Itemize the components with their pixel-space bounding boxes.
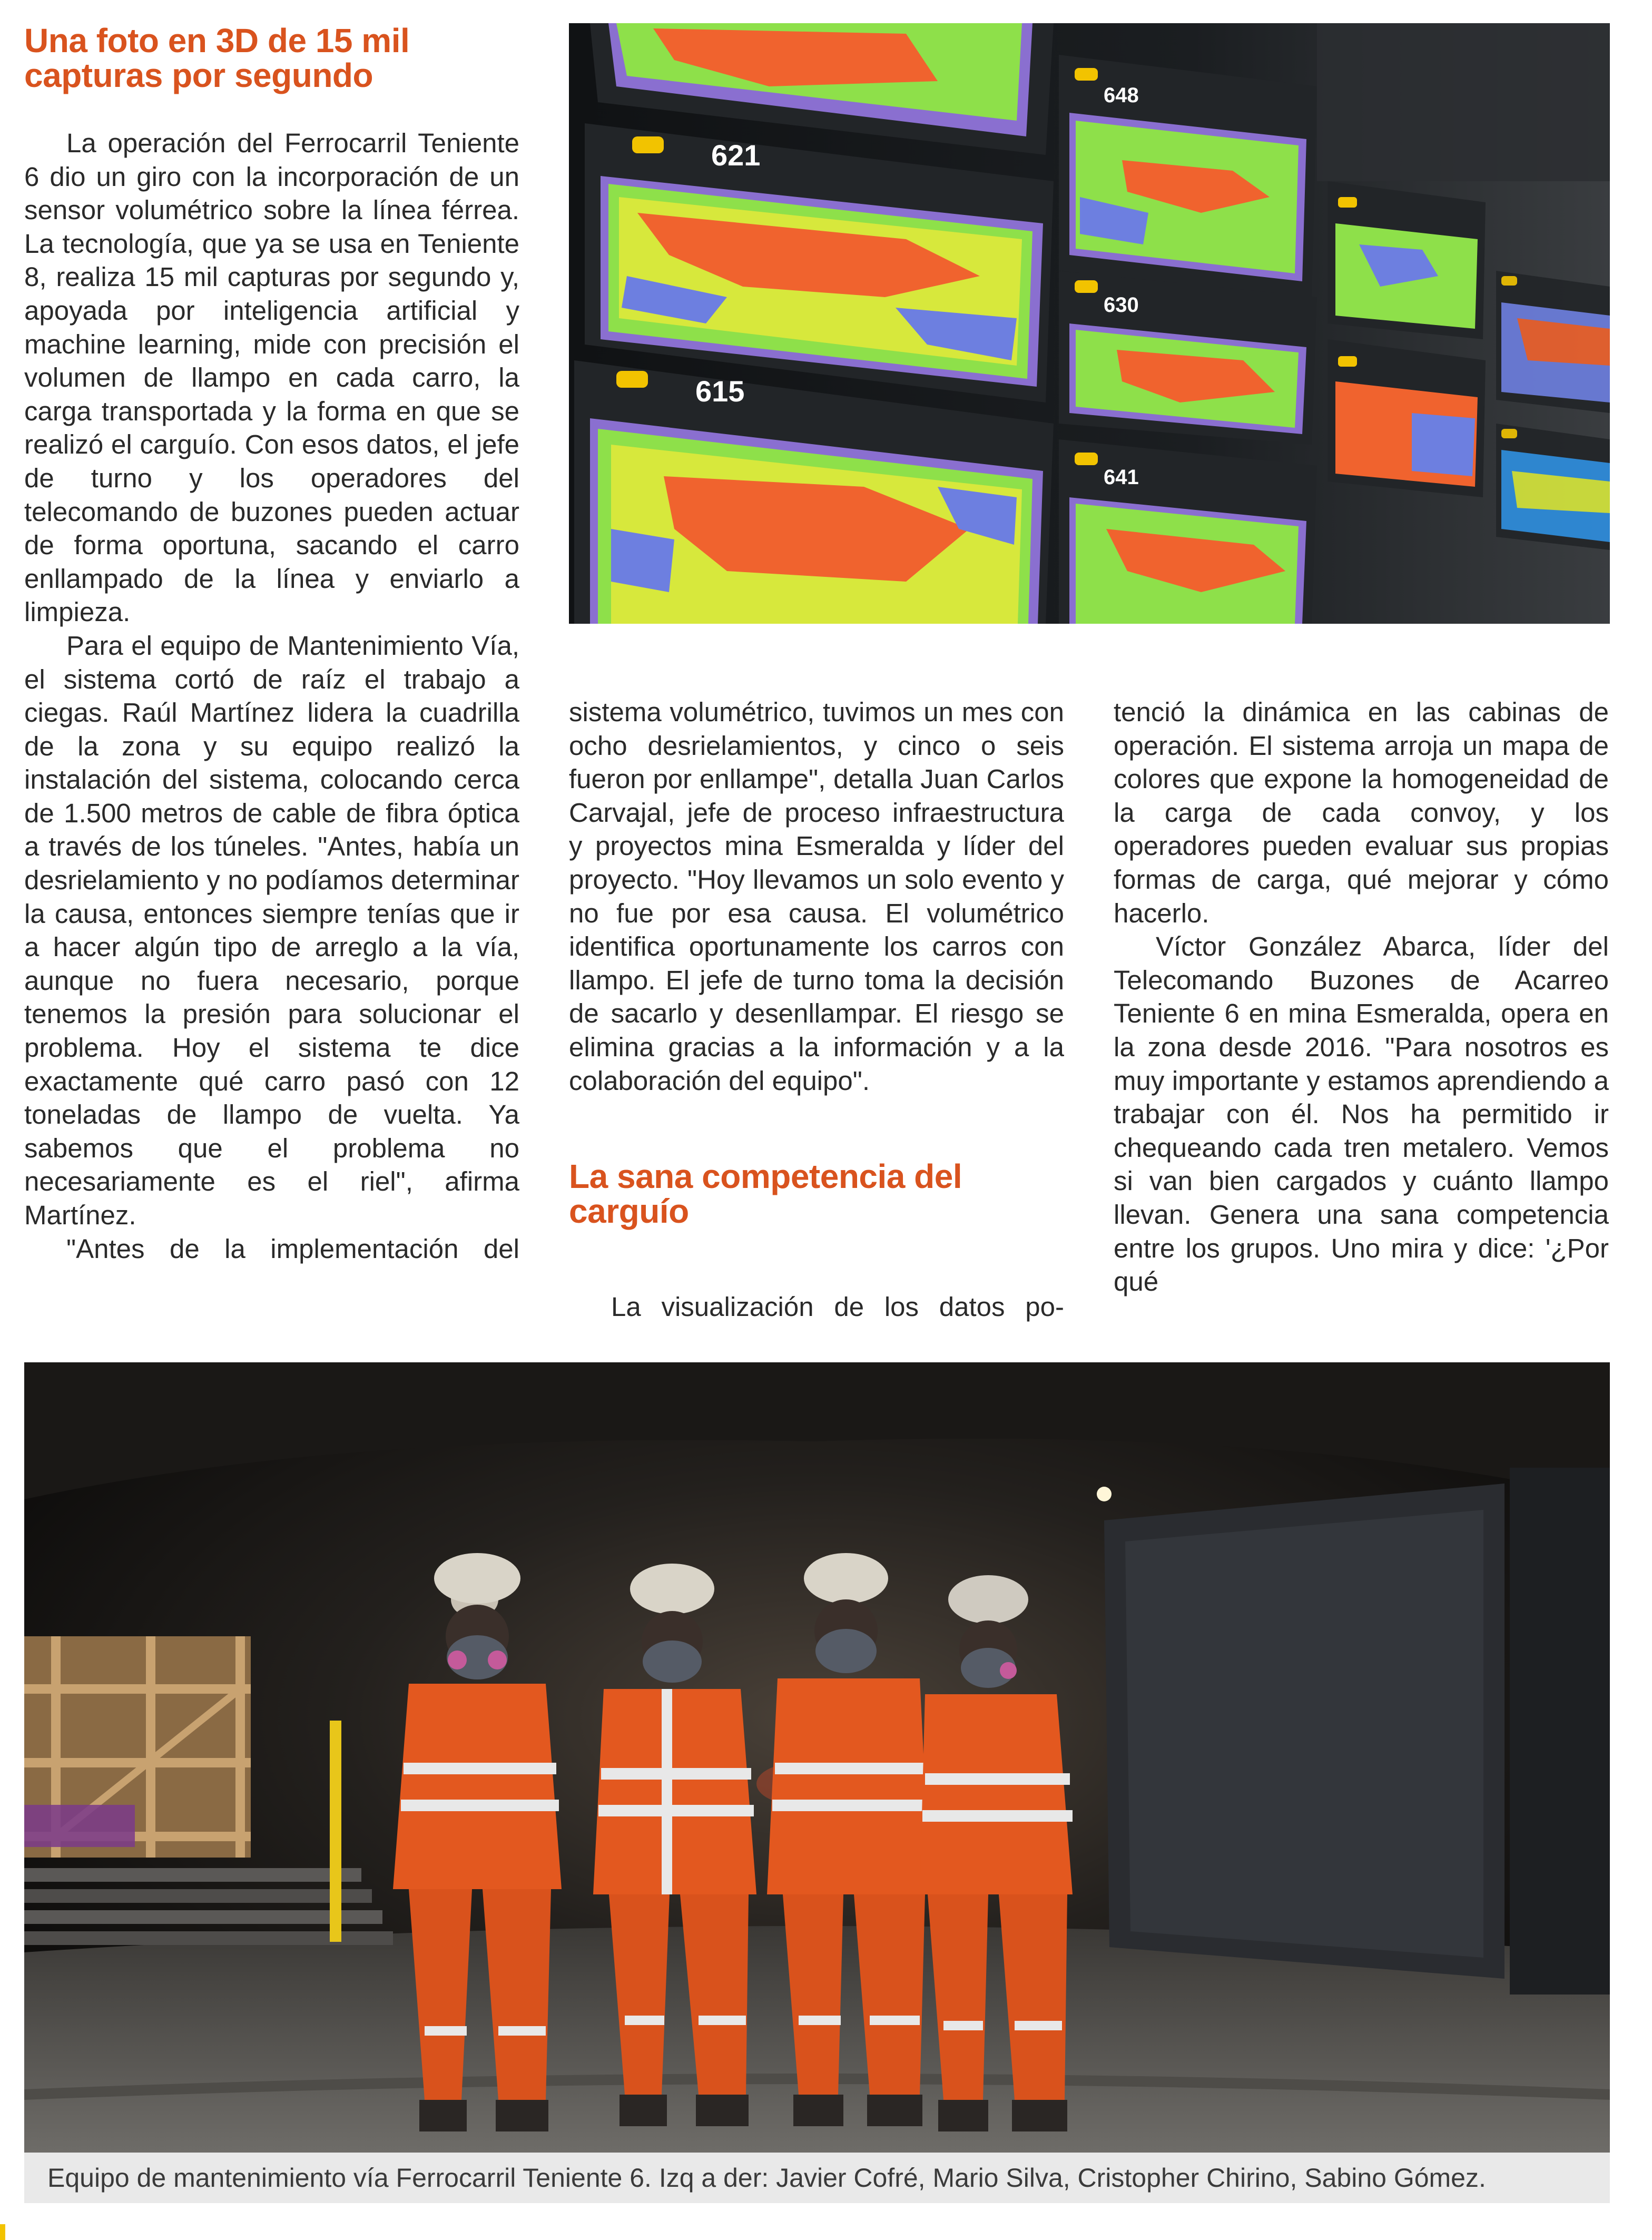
photo-volumetric-dashboard: [569, 23, 1610, 624]
wooden-crate: [24, 1636, 251, 1858]
train-label-630: 630: [1104, 293, 1139, 317]
paragraph-color-map: tenció la dinámica en las cabinas de operación. El sistema arroja un mapa de colores que expone la homogeneidad de la carga de cada convoy, y los operadores pueden evaluar sus propias formas de carga, qué mejorar y cómo hacerlo.: [1114, 697, 1609, 928]
dashboard-illustration: [569, 23, 1610, 624]
headline-healthy-competition: La sana competencia del carguío: [569, 1157, 962, 1230]
paragraph-data-visualization: La visualización de los datos po-: [611, 1292, 1064, 1322]
tunnel-light: [1097, 1487, 1112, 1501]
yellow-post: [330, 1721, 341, 1942]
train-icon-630: [1075, 280, 1098, 293]
page-corner-marker: [0, 2224, 5, 2240]
paragraph-derailments: sistema volumétrico, tuvimos un mes con ocho desrielamientos, y cinco o seis fueron por enllampe", detalla Juan Carlos Carvajal, jefe de proceso infraestructura y proyectos mina Esmeralda y líder del proyecto. "Hoy llevamos un solo evento y no fue por esa causa. El volumétrico identifica oportunamente los carros con llampo. El jefe de turno toma la decisión de sacarlo y desenllampar. El riesgo se elimina gracias a la información y a la colaboración del equipo".: [569, 697, 1064, 1096]
train-icon-621: [632, 136, 664, 153]
paragraph-maintenance: Para el equipo de Mantenimiento Vía, el sistema cortó de raíz el trabajo a ciegas. Raúl Martínez lidera la cuadrilla de la zona y su equipo realizó la instalación del sistema, colocando cerca de 1.500 metros de cable de fibra óptica a través de los túneles. "Antes, había un desrielamiento y no podíamos determinar la causa, entonces siempre tenías que ir a hacer algún tipo de arreglo a la vía, aunque no fuera necesario, porque tenemos la presión para solucionar el problema. Hoy el sistema te dice exactamente qué carro pasó con 12 toneladas de llampo de vuelta. Ya sabemos que el problema no necesariamente es el riel", afirma Martínez.: [24, 630, 519, 1230]
headline-3d-capture: Una foto en 3D de 15 mil capturas por segundo: [24, 22, 410, 94]
train-icon-col4-b: [1501, 429, 1517, 438]
train-icon-641: [1075, 453, 1098, 465]
article-column-right: [1114, 695, 1609, 1299]
train-icon-col3-b: [1338, 356, 1357, 367]
train-label-621: 621: [711, 139, 761, 172]
screen-641: [1059, 439, 1317, 624]
paragraph-victor-gonzalez: Víctor González Abarca, líder del Telecomando Buzones de Acarreo Teniente 6 en mina Esmeralda, opera en la zona desde 2016. "Para nosotros es muy importante y estamos aprendiendo a trabajar con él. Nos ha permitido ir chequeando cada tren metalero. Vemos si van bien cargados y cuánto llampo llevan. Genera una sana competencia entre los grupos. Uno mira y dice: '¿Por qué: [1114, 931, 1609, 1297]
photo-caption-bar: [24, 2153, 1610, 2203]
screen-648: [1059, 55, 1317, 297]
paragraph-before-implementation: "Antes de la implementación del: [66, 1233, 519, 1264]
train-label-648: 648: [1104, 84, 1139, 107]
dashboard-top-bar: [1317, 23, 1610, 181]
article-column-middle: [569, 695, 1064, 1097]
train-icon-col4-a: [1501, 276, 1517, 286]
train-icon-648: [1075, 68, 1098, 81]
train-icon-col3-a: [1338, 197, 1357, 208]
paragraph-sensor-intro: La operación del Ferrocarril Teniente 6 dio un giro con la incorporación de un sensor volumétrico sobre la línea férrea. La tecnología, que ya se usa en Teniente 8, realiza 15 mil capturas por segundo y, apoyada por inteligencia artificial y machine learning, mide con precisión el volumen de llampo en cada carro, la carga transportada y la forma en que se realizó el carguío. Con esos datos, el jefe de turno y los operadores del telecomando de buzones pueden actuar de forma oportuna, sacando el carro enllampado de la línea y enviarlo a limpieza.: [24, 128, 519, 627]
train-icon-615: [616, 371, 648, 388]
article-column-left: [24, 126, 519, 1265]
photo-maintenance-crew: [24, 1362, 1610, 2153]
photo-caption: Equipo de mantenimiento vía Ferrocarril Teniente 6. Izq a der: Javier Cofré, Mario Silva, Cristopher Chirino, Sabino Gómez.: [47, 2163, 1486, 2193]
crew-illustration: [24, 1362, 1610, 2153]
train-label-641: 641: [1104, 466, 1139, 489]
screen-630: [1059, 271, 1317, 445]
train-label-615: 615: [695, 375, 745, 408]
